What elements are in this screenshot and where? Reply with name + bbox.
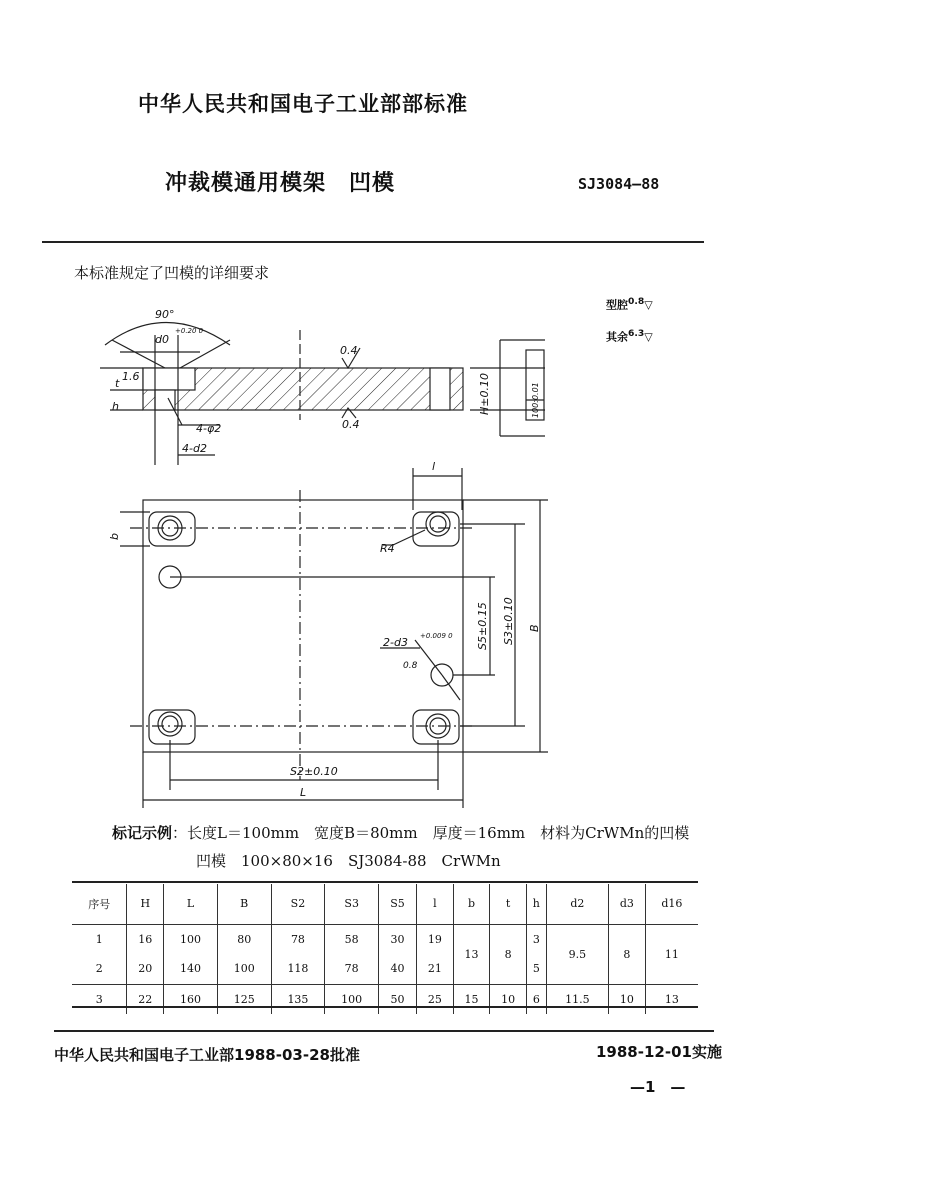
- R4-label: R4: [380, 542, 395, 555]
- rough-top: 0.4: [340, 344, 358, 357]
- table-cell: 19: [417, 924, 454, 954]
- table-row: [72, 984, 698, 1014]
- pins-phi-label: 4-φ2: [196, 422, 222, 435]
- L-dim-label: L: [300, 786, 307, 799]
- col-t: t: [490, 884, 527, 924]
- angle-label: 90°: [155, 308, 175, 321]
- table-cell: 13: [453, 924, 490, 984]
- table-cell: 3: [526, 924, 546, 954]
- col-h: h: [526, 884, 546, 924]
- rough-bottom: 0.4: [342, 418, 360, 431]
- effective-date: 1988-12-01实施: [596, 1043, 722, 1061]
- B-dim-label: B: [528, 624, 541, 632]
- d0-tol: +0.20 0: [175, 327, 204, 335]
- page-number: —1 —: [630, 1078, 686, 1096]
- roughness-cavity-value: 0.8: [628, 296, 645, 307]
- col-d16: d16: [645, 884, 698, 924]
- intro-text: 本标准规定了凹模的详细要求: [74, 264, 270, 282]
- table-cell: 100: [164, 924, 218, 954]
- S5-dim-label: S5±0.15: [476, 602, 489, 650]
- table-cell: 2: [95, 962, 103, 976]
- col-S5: S5: [379, 884, 417, 924]
- roughness-cavity-label: 型腔: [606, 298, 628, 312]
- table-cell: 8: [490, 924, 527, 984]
- marking-example-line1: ：长度L＝100mm 宽度B＝80mm 厚度＝16mm 材料为CrWMn的凹模: [172, 824, 690, 842]
- table-cell: 125: [217, 984, 271, 1014]
- plan-body: [143, 500, 463, 752]
- col-b: b: [453, 884, 490, 924]
- d3-tol: +0.009 0: [420, 632, 453, 640]
- t-label: t: [115, 377, 120, 390]
- table-top-rule: [72, 881, 698, 883]
- section-pocket: [143, 368, 195, 390]
- col-B: B: [217, 884, 271, 924]
- table-cell: 10: [609, 984, 646, 1014]
- table-cell: 3: [95, 992, 103, 1006]
- table-cell: 100: [217, 954, 271, 984]
- S3-dim-label: S3±0.10: [502, 597, 515, 645]
- col-S2: S2: [271, 884, 325, 924]
- col-d2: d2: [546, 884, 608, 924]
- document-title: 冲裁模通用模架 凹模: [165, 171, 396, 196]
- S2-dim-label: S2±0.10: [290, 765, 338, 778]
- h-label: h: [112, 400, 119, 413]
- table-row: [72, 924, 698, 954]
- table-cell: 58: [325, 924, 379, 954]
- table-cell: 11: [645, 924, 698, 984]
- table-cell: 9.5: [546, 924, 608, 984]
- table-cell: 8: [609, 924, 646, 984]
- table-cell: 50: [379, 984, 417, 1014]
- table-bottom-rule: [72, 1006, 698, 1008]
- col-S3: S3: [325, 884, 379, 924]
- marking-example-line2: 凹模 100×80×16 SJ3084-88 CrWMn: [196, 852, 501, 870]
- table-cell: 140: [164, 954, 218, 984]
- approval-line: 中华人民共和国电子工业部1988-03-28批准: [54, 1046, 360, 1064]
- d3-label: 2-d3: [383, 636, 408, 649]
- marking-example-label: 标记示例: [112, 824, 173, 842]
- col-L: L: [164, 884, 218, 924]
- dimension-table: [72, 884, 698, 1014]
- table-header-row: [72, 884, 698, 924]
- col-l: l: [417, 884, 454, 924]
- table-cell: 25: [417, 984, 454, 1014]
- table-cell: 30: [379, 924, 417, 954]
- roughness-rest: 其余$^{6.3}$▽: [606, 328, 653, 344]
- footer-rule: [54, 1030, 714, 1032]
- table-cell: 10: [490, 984, 527, 1014]
- table-cell: 20: [127, 954, 164, 984]
- table-cell: 78: [325, 954, 379, 984]
- table-cell: 21: [417, 954, 454, 984]
- table-cell: 6: [526, 984, 546, 1014]
- parallel-box: 100:0.01: [531, 382, 540, 418]
- table-cell: 1: [95, 932, 103, 946]
- col-H: H: [127, 884, 164, 924]
- col-d3: d3: [609, 884, 646, 924]
- l-dim-label: l: [432, 460, 436, 473]
- table-cell: 100: [325, 984, 379, 1014]
- table-cell: 78: [271, 924, 325, 954]
- table-cell: 16: [127, 924, 164, 954]
- roughness-cavity: 型腔$^{0.8}$▽: [606, 296, 653, 312]
- org-standard-header: 中华人民共和国电子工业部部标准: [138, 92, 468, 116]
- marking-example: [112, 822, 689, 843]
- table-cell: 5: [526, 954, 546, 984]
- table-cell: 13: [645, 984, 698, 1014]
- H-dim-label: H±0.10: [478, 373, 491, 415]
- table-cell: 15: [453, 984, 490, 1014]
- d0-label: d0: [155, 333, 169, 346]
- holes-d2-label: 4-d2: [182, 442, 207, 455]
- roughness-rest-value: 6.3: [628, 328, 645, 339]
- table-cell: 22: [127, 984, 164, 1014]
- chamfer-label: 1.6: [122, 370, 140, 383]
- table-cell: 135: [271, 984, 325, 1014]
- table-cell: 118: [271, 954, 325, 984]
- standard-code: SJ3084—88: [578, 175, 660, 193]
- d3-rough: 0.8: [403, 661, 418, 671]
- b-dim-label: b: [108, 533, 121, 540]
- table-cell: 80: [217, 924, 271, 954]
- table-cell: 40: [379, 954, 417, 984]
- roughness-rest-label: 其余: [606, 330, 628, 344]
- table-cell: 160: [164, 984, 218, 1014]
- section-slot: [430, 368, 450, 410]
- table-cell: 11.5: [546, 984, 608, 1014]
- col-seq: 序号: [88, 897, 111, 911]
